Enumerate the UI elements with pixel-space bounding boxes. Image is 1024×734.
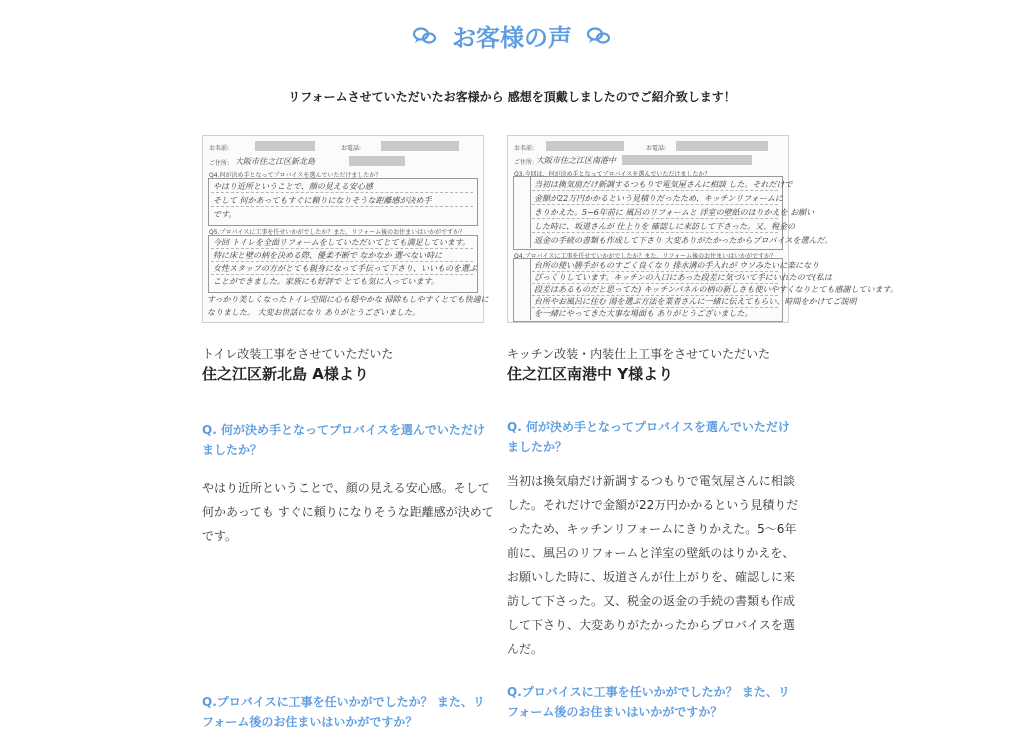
page-title-text: お客様の声 bbox=[452, 24, 572, 52]
hw-line: 特に床と壁の柄を決める際、優柔不断で なかなか 選べない時に bbox=[213, 251, 443, 260]
hw-line: ぴっくりしています。キッチンの入口にあった段差に気づいて手にいれたので(私は bbox=[534, 273, 832, 282]
testimonial-subtitle: キッチン改装・内装仕上工事をさせていただいた bbox=[507, 347, 771, 361]
hw-line: きりかえた。5~6年前に 風呂のリフォームと 洋室の壁紙のはりかえを お願い bbox=[534, 208, 815, 217]
question-heading: Q.プロバイスに工事を任いかがでしたか？ また、リフォーム後のお住まいはいかがですか？ bbox=[507, 685, 790, 719]
hw-line: を一緒にやってきた大事な場面も ありがとうございました。 bbox=[534, 309, 753, 318]
redacted-name bbox=[546, 141, 624, 151]
form-q1-printed: Q4.何が決め手となってプロバイスを選んでいただけましたか？ bbox=[209, 172, 382, 179]
redacted-address bbox=[349, 156, 405, 166]
form-rule bbox=[532, 232, 778, 233]
form-rule bbox=[211, 261, 473, 262]
hw-address: 大阪市住之江区南港中 bbox=[536, 156, 616, 165]
hw-line: 当初は換気扇だけ新調するつもりで電気屋さんに相談 した。それだけで bbox=[534, 180, 793, 189]
hw-line: ことができました。家族にも好評で とても気に入っています。 bbox=[213, 277, 439, 286]
speech-bubbles-icon bbox=[412, 25, 438, 47]
hw-line: 今回 トイレを全面リフォームをしていただいてとても満足しています。 bbox=[213, 238, 471, 247]
form-name-label: お名前: bbox=[514, 145, 535, 152]
form-margin-line bbox=[530, 176, 531, 248]
form-q2-printed: Q4.プロバイスに工事を任せていかがでしたか？また、リフォーム後のお住まいはいかがですか？ bbox=[514, 253, 777, 260]
form-name-label: お名前: bbox=[209, 145, 230, 152]
hw-line: そして 何かあってもすぐに頼りになりそうな距離感が決め手 bbox=[213, 196, 432, 205]
form-phone-label: お電話: bbox=[646, 145, 667, 152]
customer-name: 住之江区新北島 A様より bbox=[202, 365, 369, 383]
hw-line: 女性スタッフの方がとても親身になって手伝って下さり、いいものを選ぶ bbox=[213, 264, 477, 273]
form-rule bbox=[211, 248, 473, 249]
answer-text: 当初は換気扇だけ新調するつもりで電気屋さんに相談した。それだけで金額が22万円かかるという見積りだったため、キッチンリフォームにきりかえた。5〜6年前に、風呂のリフォームと洋室の壁紙のはりかえを、お願いした時に、坂道さんが仕上がりを、確認しに来訪して下さった。又、税金の返金の手続の書類も作成して下さり、大変ありがたかったからプロバイスを選んだ。 bbox=[507, 474, 799, 656]
form-margin-line bbox=[530, 258, 531, 320]
hw-line: です。 bbox=[213, 210, 237, 219]
handwritten-survey-scan bbox=[507, 135, 898, 323]
answer-text: やはり近所ということで、顔の見える安心感。そして何かあっても すぐに頼りになりそうな距離感が決めてです。 bbox=[202, 481, 494, 543]
hw-line: 段差はあるものだと思ってた) キッチンパネルの柄の新しさも使いやすくなりとても感謝しています。 bbox=[534, 285, 898, 294]
form-rule bbox=[532, 218, 778, 219]
form-rule bbox=[211, 274, 473, 275]
redacted-phone bbox=[381, 141, 459, 151]
hw-line: した時に、坂道さんが 仕上りを 確認しに来訪して下さった。又、税金の bbox=[534, 222, 796, 231]
question-heading: Q. 何が決め手となってプロバイスを選んでいただけましたか？ bbox=[507, 420, 790, 454]
hw-line: 金額が22万円かかるという見積りだったため、キッチンリフォームに bbox=[534, 194, 783, 203]
testimonial-card-left bbox=[202, 135, 494, 729]
hw-line: 返金の手続の書類も作成して下さり 大変ありがたかったからプロバイスを選んだ。 bbox=[534, 236, 833, 245]
speech-bubbles-icon bbox=[586, 25, 612, 47]
hw-address: 大阪市住之江区新北島 bbox=[235, 157, 315, 166]
form-rule bbox=[211, 206, 473, 207]
form-rule bbox=[532, 190, 778, 191]
hw-line: 台所やお風呂に住む 湯を選ぶ方法を業者さんに一緒に伝えてもらい、時間をかけてご説明 bbox=[534, 297, 857, 306]
handwritten-survey-scan bbox=[202, 135, 489, 323]
hw-line: やはり近所ということで、顔の見える安心感 bbox=[213, 182, 373, 191]
intro-text: リフォームさせていただいたお客様から 感想を頂戴しましたのでご紹介致します！ bbox=[288, 90, 736, 104]
question-heading: Q. 何が決め手となってプロバイスを選んでいただけましたか？ bbox=[202, 423, 485, 457]
redacted-phone bbox=[676, 141, 768, 151]
form-q1-printed: Q3.今回は、何が決め手となってプロバイスを選んでいただけましたか？ bbox=[514, 171, 711, 178]
form-address-label: ご住所: bbox=[209, 160, 230, 167]
redacted-address bbox=[622, 155, 752, 165]
form-rule bbox=[211, 192, 473, 193]
form-address-label: ご住所: bbox=[514, 159, 535, 166]
hw-line: なりました。 大変お世話になり ありがとうございました。 bbox=[207, 308, 421, 317]
testimonial-subtitle: トイレ改装工事をさせていただいた bbox=[202, 347, 394, 361]
form-rule bbox=[532, 204, 778, 205]
hw-line: すっかり美しくなったトイレ空間に心も穏やかな 掃除もしやすくとても快適に bbox=[207, 295, 489, 304]
form-phone-label: お電話: bbox=[341, 145, 362, 152]
redacted-name bbox=[255, 141, 315, 151]
form-q2-printed: Q5.プロバイスに工事を任せいかがでしたか？また、リフォーム後のお住まいはいかがですか？ bbox=[209, 229, 466, 236]
hw-line: 台所の使い勝手がものすごく良くなり 排水溝の手入れが ウソみたいに楽になり bbox=[534, 261, 820, 270]
question-heading: Q.プロバイスに工事を任いかがでしたか？ また、リフォーム後のお住まいはいかがですか？ bbox=[202, 695, 485, 729]
page-title bbox=[0, 18, 1024, 53]
testimonial-card-right bbox=[507, 135, 898, 719]
customer-name: 住之江区南港中 Y様より bbox=[507, 365, 674, 383]
